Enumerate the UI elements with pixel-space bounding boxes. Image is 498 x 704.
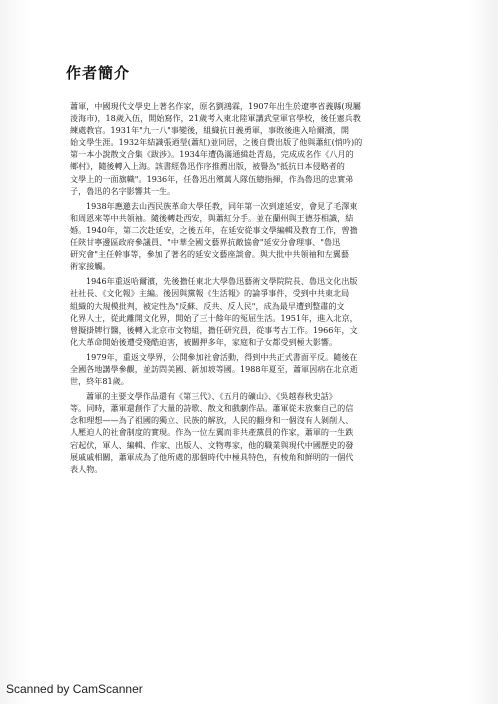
bio-paragraph-2: 1938年應邀去山西民族革命大學任教，同年第一次到達延安，會見了毛澤東 和周恩來等中共領袖。隨後轉赴西安，與蕭紅分手。並在蘭州與王德芬相識，結 婚。1940年，第二次赴延安，之後五年，在延安從事文學編輯及教育工作，曾擔 任陝甘寧邊區政府參議員、"中華全國文藝界抗敵協會"延安分會理事、"魯迅 研究會"主任幹事等，參加了著名的延安文藝座談會。與大批中共領袖和左翼藝 術家接觸。: [70, 200, 358, 272]
bio-paragraph-1: 蕭軍，中國現代文學史上著名作家，原名劉鴻霖，1907年出生於遼寧省義縣(現屬 淩海市)，18歲入伍，開始寫作，21歲考入東北陸軍講武堂軍官學校，後任憲兵教 練處教官。1931年"九一八"事變後，組織抗日義勇軍，事敗後進入哈爾濱，開 始文學生涯。1932年結識張迺瑩(蕭紅)並同居，之後自費出版了他與蕭紅(悄吟)的 第一本小說散文合集《跋涉》。1934年遭偽滿通緝赴青島，完成成名作《八月的 鄉村》，隨後轉入上海。該書經魯迅作序推薦出版，被譽為"抵抗日本侵略者的 文學上的一面旗幟"。1936年，任魯迅出殯萬人隊伍總指揮，作為魯迅的忠實弟 子，魯迅的名字影響其一生。: [70, 101, 363, 196]
page-title: 作者簡介: [66, 64, 131, 82]
bio-paragraph-3: 1946年重返哈爾濱，先後擔任東北大學魯迅藝術文學院院長、魯迅文化出版 社社長、《文化報》主編。後因與黨報《生活報》的論爭事件，受到中共東北局 組織的大規模批判，被定性為"反蘇、反共、反人民"，成為最早遭到整肅的文 化界人士，從此離開文化界，開始了三十餘年的冤屈生活。1951年，進入北京， 曾擬掛牌行醫，後轉入北京市文物組，擔任研究員，從事考古工作。1966年，文 化大革命開始後遭受殘酷迫害，被關押多年，家庭和子女都受到極大影響。: [70, 276, 358, 347]
bio-paragraph-4: 1979年，重返文學界，公開參加社會活動，得到中共正式書面平反。隨後在 全國各地講學參觀，並訪問美國、新加坡等國。1988年夏至，蕭軍因病在北京逝 世，終年81歲。: [70, 351, 358, 387]
scanner-watermark: Scanned by CamScanner: [6, 682, 143, 696]
author-bio-body: [70, 100, 442, 476]
bio-paragraph-5: 蕭軍的主要文學作品還有《第三代》、《五月的礦山》、《吳越春秋史話》 等。同時，蕭軍還創作了大量的詩歌、散文和戲劇作品。蕭軍從未放棄自己的信 念和理想——為了祖國的獨立、民族的解放，人民的翻身和一個沒有人剝削人、 人壓迫人的社會制度的實現。作為一位左翼而非共產黨員的作家，蕭軍的一生跌 宕起伏，軍人、編輯、作家、出版人、文物專家，他的職業與現代中國歷史的發 展戚戚相關，蕭軍成為了他所處的那個時代中極具特色，有棱角和鮮明的一個代 表人物。: [70, 391, 354, 474]
